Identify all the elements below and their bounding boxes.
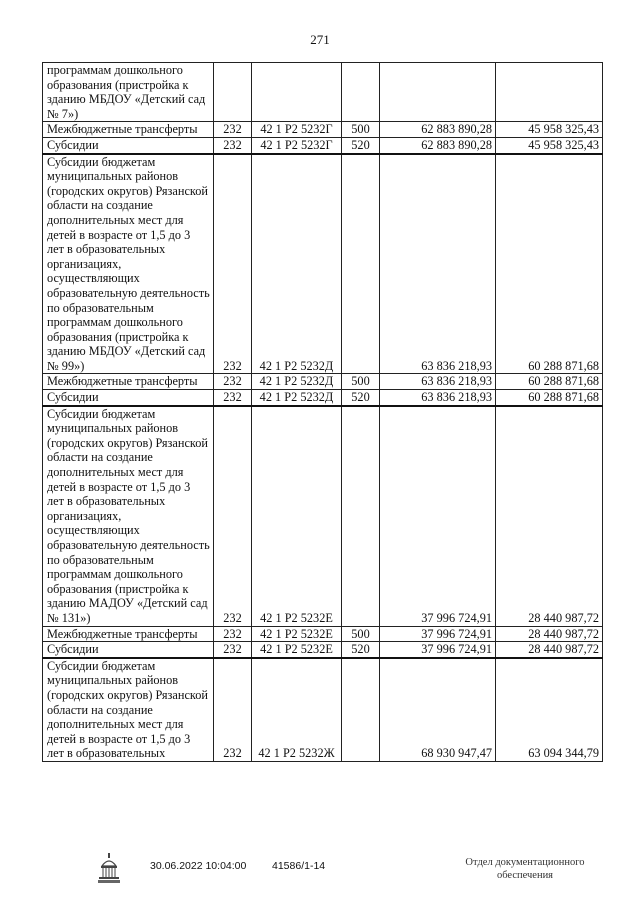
table-row: [43, 626, 603, 642]
vr-code-cell: [342, 154, 380, 374]
csr-code-cell: 42 1 P2 5232Д: [252, 390, 342, 406]
table-row: [43, 374, 603, 390]
table-row: [43, 390, 603, 406]
ved-code-cell: 232: [214, 642, 252, 658]
row-name-cell: Субсидии бюджетам муниципальных районов (городских округов) Рязанской области на создание дополнительных мест для детей в возрасте от 1,5 до 3 лет в образовательных организациях, осуществляющих образовательную деятельность по образовательным программам дошкольного образования (пристройка к зданию МАДОУ «Детский сад № 131»): [43, 406, 214, 626]
vr-code-cell: [342, 63, 380, 122]
vr-code-cell: [342, 406, 380, 626]
vr-code-cell: 500: [342, 626, 380, 642]
table-row: [43, 137, 603, 153]
ved-code-cell: 232: [214, 374, 252, 390]
csr-code-cell: 42 1 P2 5232Г: [252, 122, 342, 138]
sum-2023-cell: 45 958 325,43: [496, 137, 603, 153]
sum-2023-cell: 60 288 871,68: [496, 154, 603, 374]
duma-logo-icon: [96, 852, 122, 884]
sum-2023-cell: 28 440 987,72: [496, 406, 603, 626]
vr-code-cell: [342, 658, 380, 762]
sum-2023-cell: 60 288 871,68: [496, 374, 603, 390]
sum-2022-cell: 63 836 218,93: [380, 374, 496, 390]
vr-code-cell: 520: [342, 137, 380, 153]
row-name-cell: Межбюджетные трансферты: [43, 122, 214, 138]
table-row: [43, 658, 603, 762]
row-name-cell: Субсидии: [43, 642, 214, 658]
budget-table: [42, 62, 603, 762]
footer-reg-number: 41586/1-14: [272, 860, 326, 872]
ved-code-cell: 232: [214, 406, 252, 626]
row-name-cell: Межбюджетные трансферты: [43, 374, 214, 390]
vr-code-cell: 500: [342, 374, 380, 390]
sum-2022-cell: 37 996 724,91: [380, 626, 496, 642]
sum-2022-cell: [380, 63, 496, 122]
vr-code-cell: 500: [342, 122, 380, 138]
sum-2022-cell: 62 883 890,28: [380, 137, 496, 153]
row-name-cell: Межбюджетные трансферты: [43, 626, 214, 642]
csr-code-cell: 42 1 P2 5232Е: [252, 626, 342, 642]
sum-2023-cell: 63 094 344,79: [496, 658, 603, 762]
ved-code-cell: 232: [214, 122, 252, 138]
ved-code-cell: 232: [214, 137, 252, 153]
sum-2022-cell: 63 836 218,93: [380, 154, 496, 374]
table-row: [43, 642, 603, 658]
table-row: [43, 154, 603, 374]
ved-code-cell: 232: [214, 626, 252, 642]
footer-department-stamp: Отдел документационного обеспечения: [465, 857, 585, 881]
ved-code-cell: [214, 63, 252, 122]
table-row: [43, 63, 603, 122]
sum-2023-cell: [496, 63, 603, 122]
csr-code-cell: 42 1 P2 5232Е: [252, 642, 342, 658]
sum-2023-cell: 45 958 325,43: [496, 122, 603, 138]
csr-code-cell: 42 1 P2 5232Г: [252, 137, 342, 153]
sum-2023-cell: 28 440 987,72: [496, 626, 603, 642]
ved-code-cell: 232: [214, 154, 252, 374]
vr-code-cell: 520: [342, 642, 380, 658]
page-number: 271: [310, 32, 330, 47]
table-row: [43, 122, 603, 138]
ved-code-cell: 232: [214, 390, 252, 406]
csr-code-cell: 42 1 P2 5232Д: [252, 154, 342, 374]
footer-datetime: 30.06.2022 10:04:00: [150, 860, 247, 872]
row-name-cell: Субсидии: [43, 390, 214, 406]
sum-2023-cell: 60 288 871,68: [496, 390, 603, 406]
ved-code-cell: 232: [214, 658, 252, 762]
sum-2022-cell: 37 996 724,91: [380, 406, 496, 626]
row-name-cell: программам дошкольного образования (пристройка к зданию МБДОУ «Детский сад № 7»): [43, 63, 214, 122]
sum-2022-cell: 63 836 218,93: [380, 390, 496, 406]
sum-2022-cell: 62 883 890,28: [380, 122, 496, 138]
csr-code-cell: 42 1 P2 5232Д: [252, 374, 342, 390]
vr-code-cell: 520: [342, 390, 380, 406]
row-name-cell: Субсидии: [43, 137, 214, 153]
row-name-cell: Субсидии бюджетам муниципальных районов (городских округов) Рязанской области на создание дополнительных мест для детей в возрасте от 1,5 до 3 лет в образовательных: [43, 658, 214, 762]
sum-2023-cell: 28 440 987,72: [496, 642, 603, 658]
table-row: [43, 406, 603, 626]
csr-code-cell: 42 1 P2 5232Ж: [252, 658, 342, 762]
csr-code-cell: 42 1 P2 5232Е: [252, 406, 342, 626]
csr-code-cell: [252, 63, 342, 122]
sum-2022-cell: 37 996 724,91: [380, 642, 496, 658]
row-name-cell: Субсидии бюджетам муниципальных районов (городских округов) Рязанской области на создание дополнительных мест для детей в возрасте от 1,5 до 3 лет в образовательных организациях, осуществляющих образовательную деятельность по образовательным программам дошкольного образования (пристройка к зданию МБДОУ «Детский сад № 99»): [43, 154, 214, 374]
sum-2022-cell: 68 930 947,47: [380, 658, 496, 762]
